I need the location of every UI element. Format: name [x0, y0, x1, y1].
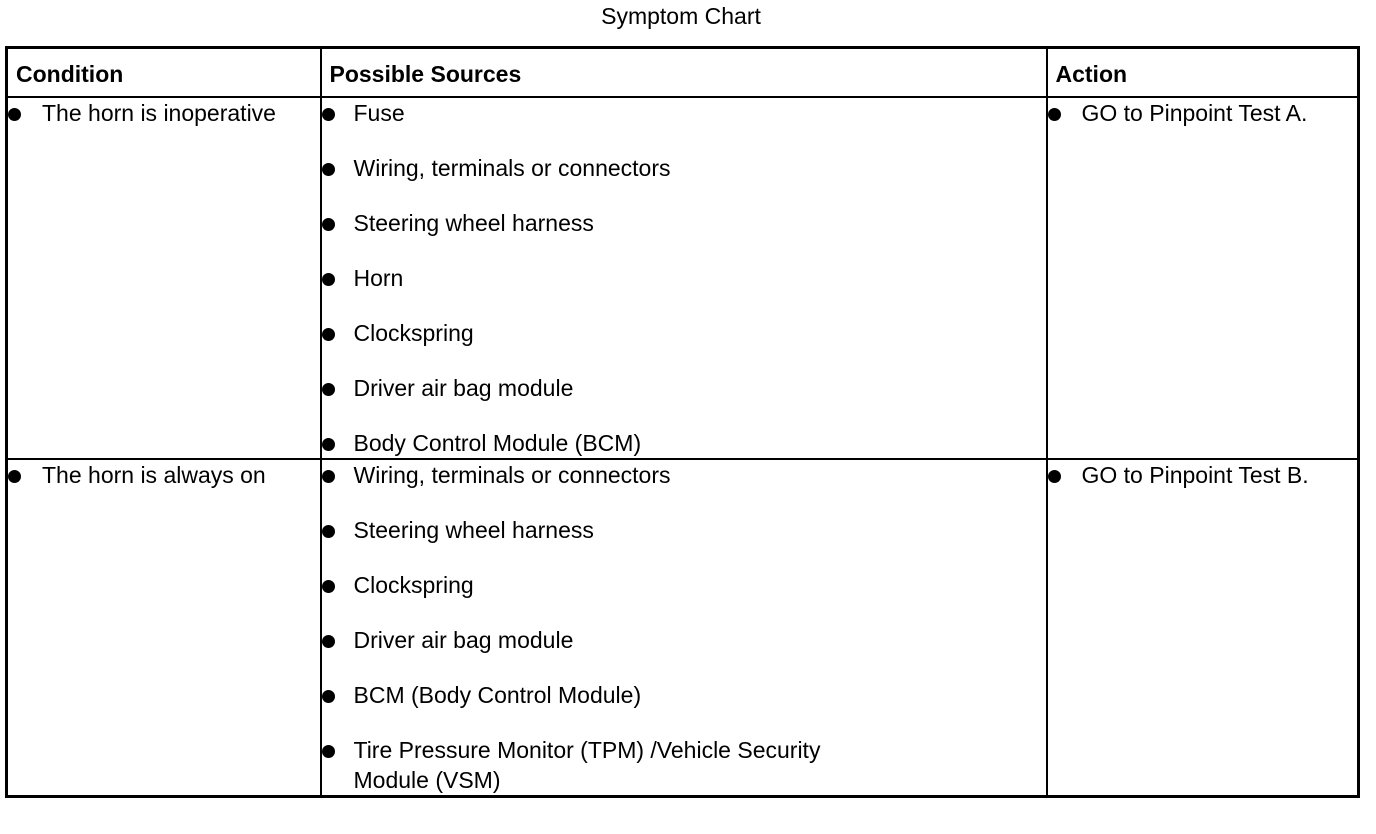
list-item [322, 153, 1046, 183]
source-text: Tire Pressure Monitor (TPM) /Vehicle Security Module (VSM) [353, 737, 821, 793]
condition-text: The horn is inoperative [42, 100, 276, 126]
list-item [322, 570, 1046, 600]
list-item [322, 515, 1046, 545]
action-list [1048, 98, 1358, 128]
bullet-icon [1048, 470, 1061, 483]
action-cell [1047, 459, 1359, 797]
header-condition: Condition [7, 48, 321, 98]
sources-list [322, 98, 1046, 458]
bullet-icon [322, 108, 335, 121]
source-text: Driver air bag module [353, 627, 574, 653]
condition-cell [7, 97, 321, 459]
condition-text: The horn is always on [42, 462, 266, 488]
list-item [322, 263, 1046, 293]
list-item [1048, 98, 1358, 128]
action-text: GO to Pinpoint Test A. [1081, 100, 1308, 126]
bullet-icon [8, 470, 21, 483]
list-item [322, 318, 1046, 348]
source-text: Steering wheel harness [353, 517, 594, 543]
sources-cell [321, 459, 1047, 797]
source-text: Body Control Module (BCM) [353, 430, 642, 456]
source-text: BCM (Body Control Module) [353, 682, 642, 708]
source-text: Driver air bag module [353, 375, 574, 401]
bullet-icon [322, 525, 335, 538]
list-item [8, 460, 320, 490]
list-item [8, 98, 320, 128]
condition-list [8, 98, 320, 128]
bullet-icon [1048, 108, 1061, 121]
bullet-icon [322, 438, 335, 451]
source-text: Clockspring [353, 320, 474, 346]
table-row [7, 97, 1359, 459]
condition-cell [7, 459, 321, 797]
list-item [322, 680, 1046, 710]
action-cell [1047, 97, 1359, 459]
header-possible-sources: Possible Sources [321, 48, 1047, 98]
header-action: Action [1047, 48, 1359, 98]
bullet-icon [322, 690, 335, 703]
source-text: Steering wheel harness [353, 210, 594, 236]
action-text: GO to Pinpoint Test B. [1081, 462, 1309, 488]
bullet-icon [322, 163, 335, 176]
bullet-icon [8, 108, 21, 121]
bullet-icon [322, 745, 335, 758]
table-row [7, 459, 1359, 797]
sources-list [322, 460, 1046, 795]
bullet-icon [322, 328, 335, 341]
bullet-icon [322, 470, 335, 483]
condition-list [8, 460, 320, 490]
bullet-icon [322, 273, 335, 286]
bullet-icon [322, 635, 335, 648]
list-item [322, 460, 1046, 490]
list-item [322, 735, 1046, 795]
list-item [322, 428, 1046, 458]
source-text: Wiring, terminals or connectors [353, 462, 671, 488]
sources-cell [321, 97, 1047, 459]
source-text: Horn [353, 265, 404, 291]
source-text: Wiring, terminals or connectors [353, 155, 671, 181]
source-text: Clockspring [353, 572, 474, 598]
table-header-row [7, 48, 1359, 98]
bullet-icon [322, 383, 335, 396]
list-item [322, 625, 1046, 655]
symptom-chart-table [5, 46, 1360, 798]
source-text: Fuse [353, 100, 405, 126]
bullet-icon [322, 580, 335, 593]
list-item [322, 208, 1046, 238]
bullet-icon [322, 218, 335, 231]
action-list [1048, 460, 1358, 490]
list-item [1048, 460, 1358, 490]
page-title: Symptom Chart [601, 3, 761, 29]
list-item [322, 98, 1046, 128]
list-item [322, 373, 1046, 403]
